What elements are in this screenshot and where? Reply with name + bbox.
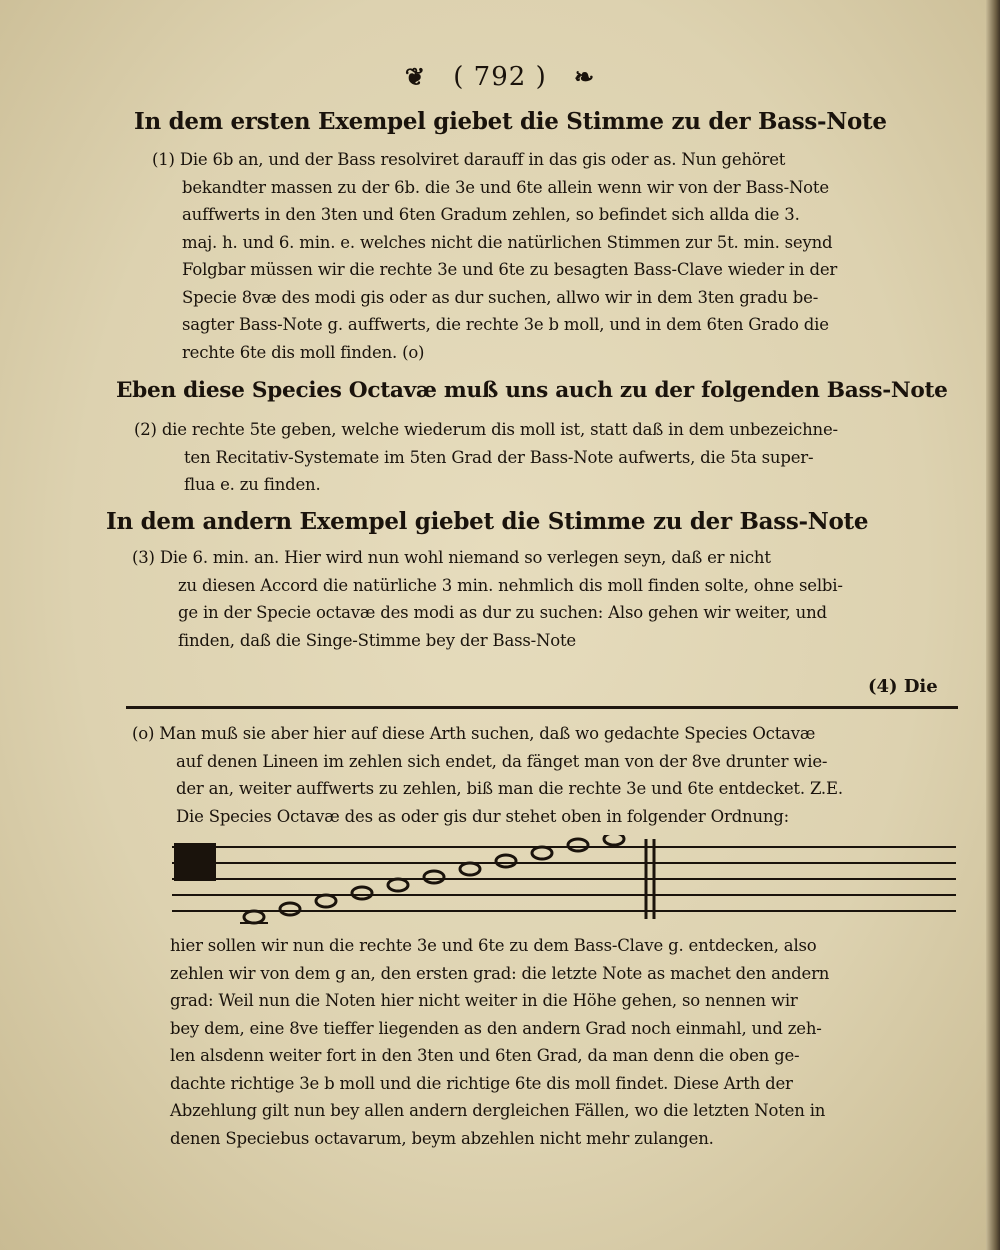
clef-icon	[174, 843, 216, 881]
text-line: ten Recitativ-Systemate im 5ten Grad der Bass-Note aufwerts, die 5ta super-	[184, 447, 814, 467]
text-line: der an, weiter auffwerts zu zehlen, biß man die rechte 3e und 6te entdecket. Z.E.	[176, 779, 843, 798]
text-line: Specie 8væ des modi gis oder as dur suchen, allwo wir in dem 3ten gradu be-	[182, 287, 819, 307]
text-line: maj. h. und 6. min. e. welches nicht die natürlichen Stimmen zur 5t. min. seynd	[182, 232, 833, 252]
page-header	[0, 62, 1000, 92]
section3-heading: In dem andern Exempel giebet die Stimme zu der Bass-Note	[106, 508, 869, 535]
text-line: finden, daß die Singe-Stimme bey der Bass-Note	[178, 630, 576, 650]
staff-lines	[172, 847, 956, 911]
text-line: (o) Man muß sie aber hier auf diese Arth suchen, daß wo gedachte Species Octavæ	[132, 724, 816, 743]
footnote-separator	[126, 706, 958, 709]
text-line: Die Species Octavæ des as oder gis dur stehet oben in folgender Ordnung:	[176, 806, 790, 826]
music-staff-example	[172, 835, 956, 925]
text-line: auffwerts in den 3ten und 6ten Gradum zehlen, so befindet sich allda die 3.	[182, 205, 800, 224]
text-line: len alsdenn weiter fort in den 3ten und 6ten Grad, da man denn die oben ge-	[170, 1046, 800, 1065]
text-line: grad: Weil nun die Noten hier nicht weiter in die Höhe gehen, so nennen wir	[170, 991, 798, 1010]
text-line: zehlen wir von dem g an, den ersten grad: die letzte Note as machet den andern	[170, 963, 830, 983]
ornament-right-icon: ❧	[573, 62, 596, 91]
text-line: sagter Bass-Note g. auffwerts, die rechte 3e b moll, und in dem 6ten Grado die	[182, 315, 829, 334]
section2-heading: Eben diese Species Octavæ muß uns auch zu der folgenden Bass-Note	[116, 378, 948, 403]
catchword: (4) Die	[868, 676, 938, 697]
text-line: hier sollen wir nun die rechte 3e und 6te zu dem Bass-Clave g. entdecken, also	[170, 936, 817, 955]
footnote-text-bottom	[170, 932, 829, 1152]
text-line: (3) Die 6. min. an. Hier wird nun wohl niemand so verlegen seyn, daß er nicht	[132, 548, 771, 567]
text-line: denen Speciebus octavarum, beym abzehlen nicht mehr zulangen.	[170, 1128, 714, 1148]
text-line: ge in der Specie octavæ des modi as dur zu suchen: Also gehen wir weiter, und	[178, 603, 827, 622]
section1-heading: In dem ersten Exempel giebet die Stimme zu der Bass-Note	[134, 108, 887, 135]
section3-text	[132, 544, 843, 654]
text-line: (1) Die 6b an, und der Bass resolviret darauff in das gis oder as. Nun gehöret	[152, 150, 786, 169]
text-line: Abzehlung gilt nun bey allen andern dergleichen Fällen, wo die letzten Noten in	[170, 1101, 826, 1120]
text-line: dachte richtige 3e b moll und die richtige 6te dis moll findet. Diese Arth der	[170, 1073, 793, 1093]
section2-text	[134, 416, 838, 499]
page-edge	[986, 0, 1000, 1250]
text-line: Folgbar müssen wir die rechte 3e und 6te zu besagten Bass-Clave wieder in der	[182, 260, 838, 279]
text-line: auf denen Lineen im zehlen sich endet, da fänget man von der 8ve drunter wie-	[176, 751, 828, 771]
ornament-left-icon: ❦	[404, 62, 426, 91]
text-line: (2) die rechte 5te geben, welche wiederum dis moll ist, statt daß in dem unbezeichne-	[134, 420, 838, 439]
footnote-text-top	[132, 720, 843, 830]
text-line: bey dem, eine 8ve tieffer liegenden as den andern Grad noch einmahl, und zeh-	[170, 1018, 822, 1038]
page-number: ( 792 )	[453, 62, 547, 92]
text-line: flua e. zu finden.	[184, 475, 321, 494]
section1-text	[152, 146, 837, 366]
text-line: bekandter massen zu der 6b. die 3e und 6te allein wenn wir von der Bass-Note	[182, 177, 829, 197]
text-line: zu diesen Accord die natürliche 3 min. nehmlich dis moll finden solte, ohne selbi-	[178, 575, 843, 595]
text-line: rechte 6te dis moll finden. (o)	[182, 342, 425, 362]
